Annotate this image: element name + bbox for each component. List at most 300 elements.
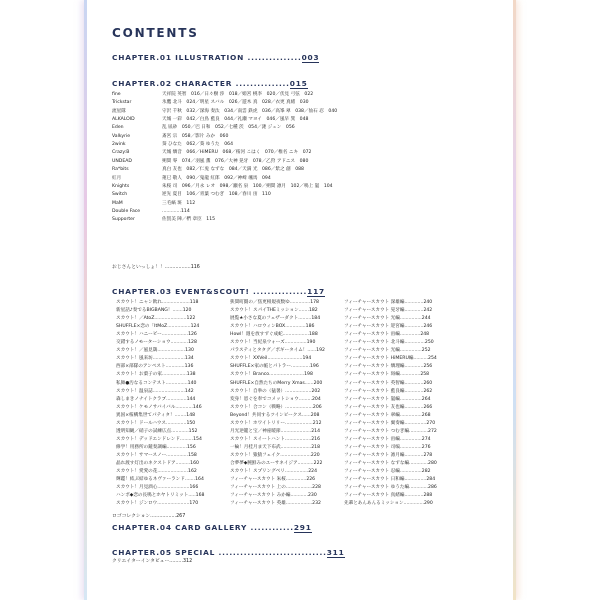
event-page: 252 — [421, 348, 431, 354]
chapter-02-heading[interactable] — [112, 79, 308, 88]
event-entry[interactable] — [344, 428, 437, 436]
event-leader: .................. — [285, 388, 312, 394]
event-entry[interactable] — [344, 299, 432, 307]
event-leader: ............. — [404, 300, 424, 305]
event-leader: ............... — [166, 452, 189, 458]
unit-row[interactable] — [112, 191, 271, 199]
event-page: 158 — [188, 452, 197, 458]
event-leader: ............. — [404, 388, 424, 394]
event-title: スカウト！ホワイトリリー — [230, 420, 285, 426]
event-leader: ............. — [404, 364, 424, 370]
event-leader: ............... — [404, 420, 427, 426]
event-leader: ....... — [172, 308, 183, 314]
event-leader: ............. — [165, 364, 185, 370]
event-entry[interactable] — [230, 355, 311, 363]
event-page: 156 — [187, 444, 196, 450]
event-page: 262 — [423, 388, 433, 394]
event-title: Beyond！共同するツインピークス — [230, 412, 302, 418]
event-leader: ............. — [404, 493, 424, 499]
event-leader: ............... — [399, 412, 422, 418]
event-page: 182 — [308, 308, 318, 314]
event-leader: ................. — [161, 372, 187, 378]
unit-members: 斎宮 宗 058／影片 みか 060 — [162, 133, 229, 139]
unit-row[interactable] — [112, 116, 308, 124]
event-title: フィーチャースカウト 斑編 — [344, 372, 400, 378]
event-page: 164 — [195, 477, 204, 483]
event-title: スカウト！猿猿フェイク — [230, 452, 281, 458]
event-entry[interactable] — [344, 500, 433, 508]
event-title: スカウト！当紀泉ウォーズ — [230, 340, 285, 346]
event-entry[interactable] — [116, 363, 193, 371]
event-entry[interactable] — [116, 323, 199, 331]
unit-row[interactable] — [112, 124, 295, 132]
event-title: Howl！週を放すずぐ成蛇 — [230, 332, 283, 338]
unit-row[interactable] — [112, 166, 304, 174]
event-entry[interactable] — [116, 484, 198, 492]
unit-name: Crazy:B — [112, 150, 130, 156]
unit-row[interactable] — [112, 149, 311, 157]
event-leader: ......... — [179, 436, 194, 442]
unit-name: Switch — [112, 192, 128, 198]
event-entry[interactable] — [116, 500, 198, 508]
event-entry[interactable] — [230, 428, 320, 436]
event-entry[interactable] — [344, 355, 437, 363]
chapter-label: CHAPTER.05 SPECIAL — [112, 548, 216, 557]
unit-members: 佐賀美 陣／椚 章臣 115 — [162, 217, 216, 223]
event-leader: ............ — [170, 340, 189, 346]
event-leader: .................. — [282, 332, 309, 338]
event-entry[interactable] — [116, 428, 197, 436]
event-entry[interactable] — [116, 492, 204, 500]
event-leader: ............... — [284, 340, 307, 346]
event-page: 186 — [305, 324, 315, 330]
event-leader: ......... — [298, 396, 312, 402]
event-leader: ...................... — [157, 485, 190, 491]
event-entry[interactable] — [230, 339, 315, 347]
event-entry[interactable] — [344, 371, 429, 379]
event-title: フィーチャースカウト 北斗編 — [344, 340, 405, 346]
unit-row[interactable] — [112, 91, 313, 99]
event-title: スカウト！月見酒心 — [116, 485, 158, 491]
event-page: 188 — [309, 332, 318, 338]
event-page: 140 — [187, 380, 197, 386]
chapter-label: CHAPTER.01 ILLUSTRATION — [112, 53, 245, 62]
event-title: フィーチャースカウト 深雄編 — [344, 300, 405, 305]
unit-members: 天城 燐音 066／HiMERU 068／桜河 こはく 070／椎名 ニキ 072 — [162, 150, 312, 156]
chapter-label: CHAPTER.03 EVENT&SCOUT! — [112, 287, 250, 296]
event-title: 展覧★小さな夏のフェザーダクト — [230, 316, 299, 322]
event-page: 256 — [423, 364, 433, 370]
event-title: スカウト！／AtoZ — [116, 316, 155, 322]
event-title: フィーチャースカウト 燐理編 — [344, 364, 405, 370]
event-leader: ............... — [399, 444, 422, 450]
unit-name: Double Face — [112, 208, 141, 214]
event-leader: .................. — [285, 501, 313, 507]
event-title: フィーチャースカウト つむぎ編 — [344, 428, 410, 434]
event-leader: ............ — [175, 404, 193, 410]
event-title: 一輪！月桂月ま天下布武 — [230, 444, 281, 450]
event-leader: ...................... — [152, 356, 185, 362]
event-page: 244 — [421, 316, 431, 322]
unit-members: 逆先 夏目 106／青葉 つむぎ 108／春川 宙 110 — [162, 192, 271, 198]
event-entry[interactable] — [344, 476, 435, 484]
chapter-page: 291 — [293, 523, 312, 532]
event-leader: ................... — [161, 300, 190, 305]
unit-name: MaM — [112, 200, 123, 206]
event-title: スカウト！ジンロウ — [116, 501, 158, 507]
unit-name: 流星隊 — [112, 108, 126, 114]
event-leader: ..... — [188, 493, 196, 499]
event-entry[interactable] — [116, 452, 197, 460]
event-title: 異国×桜構集世てパティタ！ — [116, 412, 175, 418]
event-page: 278 — [423, 452, 433, 458]
event-entry[interactable] — [116, 315, 195, 323]
event-leader: ............... — [399, 469, 422, 475]
event-entry[interactable] — [344, 388, 432, 396]
event-entry[interactable] — [344, 404, 432, 412]
chapter-label: CHAPTER.04 CARD GALLERY — [112, 523, 248, 532]
event-entry[interactable] — [344, 436, 431, 444]
chapter-page: 003 — [301, 53, 320, 62]
event-title: SHUFFLE×家の帳とパトラー — [230, 364, 291, 370]
event-entry[interactable] — [344, 452, 432, 460]
event-entry[interactable] — [230, 396, 321, 404]
event-page: 152 — [188, 428, 198, 434]
event-entry[interactable] — [116, 331, 197, 339]
event-entry[interactable] — [344, 396, 431, 404]
chapter-04-heading[interactable] — [112, 523, 312, 532]
event-page: 194 — [302, 356, 312, 362]
event-title: 変身！恩ぐを奉でコメットショウ — [230, 396, 299, 402]
event-entry[interactable] — [230, 363, 319, 371]
chapter-leader: ............ — [250, 523, 294, 532]
ojisan-entry[interactable]: おじさんといっしょ！！.................116 — [112, 265, 200, 270]
event-leader: ..................... — [280, 452, 311, 458]
event-title: スカウト！XXVeil — [230, 356, 268, 362]
event-entry[interactable] — [116, 347, 194, 355]
event-entry[interactable] — [230, 460, 322, 468]
event-title: スカウト！ハロウィンBOX — [230, 324, 286, 330]
unit-members: 三毛縞 斑 112 — [162, 200, 196, 206]
event-entry[interactable] — [344, 347, 431, 355]
event-page: 246 — [423, 324, 433, 330]
event-leader: ............ — [171, 428, 189, 434]
event-page: 260 — [423, 380, 433, 386]
event-entry[interactable] — [116, 307, 191, 315]
event-entry[interactable] — [344, 315, 431, 323]
event-leader: ............... — [404, 477, 427, 483]
event-leader: ............... — [399, 436, 422, 442]
event-leader: ........................ — [269, 372, 305, 378]
event-title: フィーチャースカウト 宙編 — [344, 332, 400, 338]
event-leader: ................... — [285, 404, 313, 410]
unit-name: Eden — [112, 125, 124, 131]
event-leader: .......... — [413, 356, 429, 362]
event-title: スカウト！温泉誌 — [116, 388, 153, 394]
event-entry[interactable] — [230, 323, 314, 331]
event-entry[interactable] — [230, 452, 320, 460]
event-entry[interactable] — [116, 299, 198, 307]
event-title: フィーチャースカウト HiMERU編 — [344, 356, 414, 362]
event-leader: ..................... — [157, 469, 189, 475]
event-entry[interactable] — [116, 388, 194, 396]
event-entry[interactable] — [344, 331, 429, 339]
event-page: 224 — [308, 469, 318, 475]
event-title: フィーチャースカウト 忍編 — [344, 469, 400, 475]
event-title: 交錯するノモーターショウ — [116, 340, 171, 346]
event-entry[interactable] — [344, 484, 437, 492]
creator-interview-entry[interactable]: クリエイターインタビュー.........312 — [112, 559, 193, 564]
chapter-page: 117 — [307, 287, 325, 296]
event-leader: ............. — [404, 380, 424, 386]
event-entry[interactable] — [116, 460, 199, 468]
event-entry[interactable] — [344, 307, 432, 315]
event-page: 248 — [420, 332, 430, 338]
event-title: スカウト！合コン（戦略） — [230, 404, 286, 410]
event-page: 288 — [423, 493, 433, 499]
unit-row[interactable] — [112, 200, 195, 208]
event-entry[interactable] — [230, 307, 318, 315]
event-entry[interactable] — [230, 380, 322, 388]
event-page: 290 — [424, 501, 433, 507]
event-page: 204 — [311, 396, 321, 402]
unit-members: 葵 ひなた 062／葵 ゆうた 064 — [162, 142, 233, 148]
event-page: 222 — [313, 461, 323, 466]
event-title: 森しまきノナイトクラブ — [116, 396, 167, 402]
event-page: 120 — [182, 308, 192, 314]
unit-row[interactable] — [112, 208, 190, 216]
event-title: 狭間町闘の／焦更相規夜数ゆ — [230, 300, 290, 305]
unit-row[interactable] — [112, 175, 271, 183]
event-leader: .............. — [285, 324, 306, 330]
event-page: 254 — [428, 356, 437, 362]
event-leader: ...................... — [157, 501, 190, 507]
event-entry[interactable] — [116, 436, 202, 444]
event-entry[interactable] — [230, 484, 321, 492]
event-leader: .................. — [285, 485, 313, 491]
event-entry[interactable] — [344, 412, 431, 420]
unit-row[interactable] — [112, 99, 309, 107]
event-title: フィーチャースカウト 凛月編 — [344, 452, 405, 458]
event-leader: .............. — [289, 300, 311, 305]
event-page: 138 — [186, 372, 196, 378]
unit-row[interactable] — [112, 108, 337, 116]
unit-row[interactable] — [112, 158, 308, 166]
event-title: フィーチャースカウト 藍良編 — [344, 388, 405, 394]
event-page: 280 — [428, 461, 437, 466]
event-entry[interactable] — [230, 436, 320, 444]
event-title: スカウト！スパイTHEミッション — [230, 308, 299, 314]
event-entry[interactable] — [116, 412, 195, 420]
event-page: 202 — [311, 388, 321, 394]
event-title: フィーチャースカウト 光編 — [344, 348, 400, 354]
event-entry[interactable] — [230, 347, 325, 355]
event-entry[interactable] — [230, 331, 318, 339]
event-title: スカウト！ケモノサバイバル — [116, 404, 176, 410]
chapter-03-heading[interactable] — [112, 287, 325, 296]
event-title: フィーチャースカウト なずな編 — [344, 461, 410, 466]
event-entry[interactable] — [116, 380, 196, 388]
event-leader: ................ — [284, 469, 309, 475]
unit-members: 朱桜 司 096／月永 レオ 098／瀬名 泉 100／朔間 凛月 102／鳴上 嵐 104 — [162, 183, 333, 189]
event-leader: ....... — [298, 308, 309, 314]
event-page: 124 — [190, 324, 200, 330]
event-entry[interactable] — [116, 404, 202, 412]
unit-members: 蓮巳 敬人 090／鬼龍 紅郎 092／神崎 颯馬 094 — [162, 175, 271, 181]
event-leader: ............. — [409, 461, 429, 466]
page-title: CONTENTS — [112, 26, 199, 40]
event-page: 226 — [306, 477, 316, 483]
event-page: 214 — [311, 428, 320, 434]
event-entry[interactable] — [230, 468, 317, 476]
event-page: 230 — [307, 493, 317, 499]
event-entry[interactable] — [344, 363, 432, 371]
event-leader: ...... — [304, 380, 314, 386]
event-entry[interactable] — [116, 355, 194, 363]
event-page: 282 — [421, 469, 431, 475]
unit-members: 守沢 千秋 032／深海 奏汰 034／南雲 鉄虎 036／高峯 翠 038／仙石 忍 040 — [162, 108, 338, 114]
event-entry[interactable] — [344, 468, 431, 476]
event-title: ハンポ◆恋の長鳴とホヤトリミット — [116, 493, 189, 499]
event-entry[interactable] — [230, 412, 319, 420]
event-entry[interactable] — [230, 315, 320, 323]
event-entry[interactable] — [230, 420, 322, 428]
event-entry[interactable] — [116, 371, 196, 379]
event-title: スカウト！ニャン飲れ — [116, 300, 162, 305]
event-leader: ............... — [399, 348, 422, 354]
event-title: スカウト！風来坊 — [116, 356, 153, 362]
chapter-leader: .............................. — [218, 548, 327, 557]
event-entry[interactable] — [230, 444, 320, 452]
unit-row[interactable] — [112, 133, 228, 141]
unit-row[interactable] — [112, 183, 333, 191]
event-title: フィーチャースカウト 英智編 — [344, 380, 405, 386]
event-page: 122 — [186, 316, 196, 322]
event-page: 268 — [421, 412, 431, 418]
event-page: 284 — [426, 477, 436, 483]
event-entry[interactable] — [344, 460, 437, 468]
event-leader: ............. — [404, 452, 424, 458]
event-leader: ...................... — [154, 316, 187, 322]
event-entry[interactable] — [344, 492, 432, 500]
logo-collection-entry[interactable]: ロゴコレクション.................267 — [112, 514, 186, 519]
event-title: スカウト！スプリングベリ — [230, 469, 285, 475]
chapter-05-heading[interactable] — [112, 548, 345, 557]
event-page: 196 — [309, 364, 319, 370]
event-page: 208 — [310, 412, 320, 418]
event-entry[interactable] — [116, 396, 195, 404]
event-entry[interactable] — [116, 468, 197, 476]
event-entry[interactable] — [116, 444, 196, 452]
event-title: スカウト！サマースノー — [116, 452, 167, 458]
event-page: 216 — [311, 436, 321, 442]
event-page: 200 — [313, 380, 323, 386]
event-title: フィーチャースカウト 朱桜 — [230, 477, 286, 483]
unit-name: ALKALOID — [112, 117, 135, 123]
event-title: フィーチャースカウト 翠編 — [344, 412, 400, 418]
event-page: 250 — [424, 340, 434, 346]
event-entry[interactable] — [230, 388, 320, 396]
event-entry[interactable] — [116, 420, 195, 428]
event-leader: ...... — [301, 412, 311, 418]
event-page: 276 — [421, 444, 431, 450]
event-entry[interactable] — [230, 500, 321, 508]
unit-row[interactable] — [112, 141, 233, 149]
event-title: 合夢夢◆腕鮮みのユーサネイジア — [230, 461, 298, 466]
event-page: 168 — [195, 493, 205, 499]
event-leader: .................. — [284, 436, 312, 442]
event-title: スカウト！ハニービー — [116, 332, 162, 338]
event-entry[interactable] — [344, 380, 432, 388]
event-page: 162 — [188, 469, 197, 475]
event-page: 184 — [311, 316, 321, 322]
event-leader: .............. — [165, 420, 187, 426]
event-page: 134 — [184, 356, 194, 362]
event-entry[interactable] — [344, 339, 434, 347]
event-leader: ............. — [404, 404, 424, 410]
event-entry[interactable] — [344, 420, 435, 428]
event-page: 166 — [189, 485, 199, 491]
unit-name: Ra*bits — [112, 167, 129, 173]
event-title: フィーチャースカウト みか編 — [230, 493, 291, 499]
event-leader: ............ — [290, 493, 308, 499]
event-entry[interactable] — [230, 476, 315, 484]
unit-members: 真白 友也 082／仁兎 なずな 084／天満 光 086／紫之 創 088 — [162, 167, 304, 173]
event-page: 118 — [189, 300, 199, 305]
event-title: 月光逆籠と宝／神座暖節 — [230, 428, 281, 434]
chapter-page: 015 — [289, 79, 308, 88]
event-entry[interactable] — [344, 323, 432, 331]
event-leader: ................... — [157, 348, 186, 354]
event-entry[interactable] — [230, 299, 319, 307]
event-leader: ....... — [184, 477, 196, 483]
event-entry[interactable] — [230, 404, 322, 412]
event-page: 178 — [310, 300, 319, 305]
event-title: 晶れ渡す灯出のネクストドア — [116, 461, 176, 466]
event-entry[interactable] — [344, 444, 431, 452]
event-title: フィーチャースカウト 上の — [230, 485, 286, 491]
event-leader: ............. — [404, 308, 424, 314]
event-page: 242 — [423, 308, 433, 314]
event-entry[interactable] — [116, 476, 204, 484]
event-title: SHUFFLE×自然たちのMerry Xmas — [230, 380, 305, 386]
unit-name: Valkyrie — [112, 133, 131, 139]
event-title: フィーチャースカウト 友也編 — [344, 404, 405, 410]
unit-name: Knights — [112, 183, 130, 189]
chapter-01-heading[interactable] — [112, 53, 319, 62]
event-page: 258 — [420, 372, 430, 378]
event-title: フィーチャースカウト 嵐編 — [344, 396, 400, 402]
event-leader: .............. — [285, 477, 307, 483]
unit-members: 氷鷹 北斗 024／明星 スバル 026／遊木 真 028／衣更 真緒 030 — [162, 100, 309, 106]
event-page: 198 — [304, 372, 313, 378]
event-page: 136 — [184, 364, 194, 370]
event-leader: ........... — [297, 461, 314, 466]
unit-members: .............114 — [162, 208, 190, 214]
event-page: 126 — [188, 332, 197, 338]
event-title: スカウト！お菓子の家 — [116, 372, 162, 378]
event-leader: ..................... — [280, 428, 312, 434]
unit-name: fine — [112, 92, 121, 97]
event-entry[interactable] — [116, 339, 197, 347]
event-title: フィーチャースカウト 日和編 — [344, 477, 405, 483]
event-entry[interactable] — [230, 492, 317, 500]
event-leader: ............... — [165, 380, 188, 386]
event-page: 144 — [186, 396, 196, 402]
event-entry[interactable] — [230, 371, 313, 379]
event-title: 西部×部隊のアンペスト — [116, 364, 166, 370]
unit-row[interactable] — [112, 216, 215, 224]
